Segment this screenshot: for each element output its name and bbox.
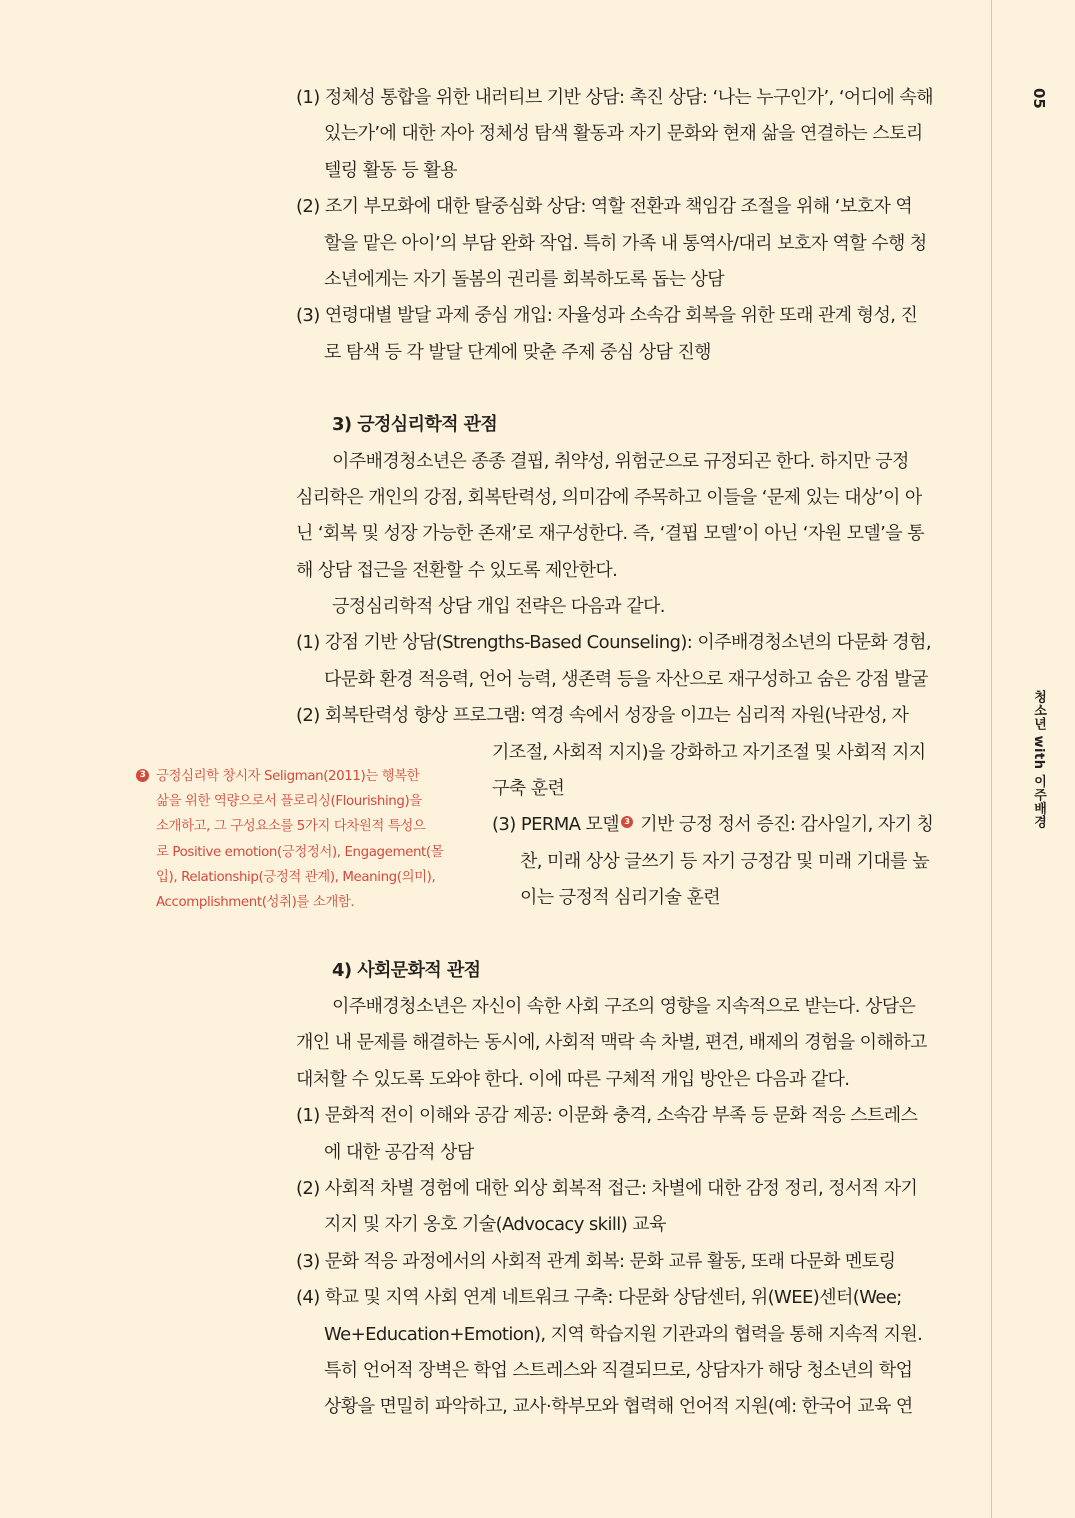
text-line: (1) 정체성 통합을 위한 내러티브 기반 상담: 촉진 상담: ‘나는 누구인가’, ‘어디에 속해 <box>296 87 933 108</box>
text-line: 로 탐색 등 각 발달 단계에 맞춘 주제 중심 상담 진행 <box>324 341 711 363</box>
text-line: 찬, 미래 상상 글쓰기 등 자기 긍정감 및 미래 기대를 높 <box>520 850 929 872</box>
text-line: 다문화 환경 적응력, 언어 능력, 생존력 등을 자산으로 재구성하고 숨은 강점 발굴 <box>324 668 928 690</box>
text-line: 있는가’에 대한 자아 정체성 탐색 활동과 자기 문화와 현재 삶을 연결하는 스토리 <box>324 123 923 145</box>
text-line: 기조절, 사회적 지지)을 강화하고 자기조절 및 사회적 지지 <box>492 741 926 763</box>
text-line: 지지 및 자기 옹호 기술(Advocacy skill) 교육 <box>324 1214 666 1236</box>
text-line <box>492 807 940 843</box>
list-item-text: 기반 긍정 정서 증진: 감사일기, 자기 칭 <box>635 814 934 836</box>
text-line: 이는 긍정적 심리기술 훈련 <box>520 887 721 909</box>
text-line: 에 대한 공감적 상담 <box>324 1141 474 1163</box>
footnote-line: 삶을 위한 역량으로서 플로리싱(Flourishing)을 <box>156 794 422 810</box>
text-line: 개인 내 문제를 해결하는 동시에, 사회적 맥락 속 차별, 편견, 배제의 경험을 이해하고 <box>296 1032 927 1054</box>
footnote-line: Accomplishment(성취)를 소개함. <box>156 895 355 911</box>
list-item <box>296 80 940 189</box>
text-line: 이주배경청소년은 자신이 속한 사회 구조의 영향을 지속적으로 받는다. 상담은 <box>332 995 916 1017</box>
text-line: (2) 조기 부모화에 대한 탈중심화 상담: 역할 전환과 책임감 조절을 위해 ‘보호자 역 <box>296 196 913 218</box>
text-line: (2) 회복탄력성 향상 프로그램: 역경 속에서 성장을 이끄는 심리적 자원(낙관성, 자 <box>296 705 909 727</box>
text-line: 특히 언어적 장벽은 학업 스트레스와 직결되므로, 상담자가 해당 청소년의 학업 <box>324 1359 913 1381</box>
text-line: (4) 학교 및 지역 사회 연계 네트워크 구축: 다문화 상담센터, 위(WEE)센터(Wee; <box>296 1287 902 1309</box>
list-item <box>296 1171 940 1244</box>
list-item <box>296 298 940 371</box>
list-item <box>296 189 940 298</box>
text-line: 구축 훈련 <box>492 778 565 800</box>
text-line: (1) 문화적 전이 이해와 공감 제공: 이문화 충격, 소속감 부족 등 문화 적응 스트레스 <box>296 1105 918 1127</box>
section-heading: 4) 사회문화적 관점 <box>332 959 481 981</box>
main-text <box>296 80 940 1426</box>
page-number: 05 <box>1030 88 1048 109</box>
text-line: 닌 ‘회복 및 성장 가능한 존재’로 재구성한다. 즉, ‘결핍 모델’이 아닌 ‘자원 모델’을 통 <box>296 523 924 545</box>
list-item-text: (3) PERMA 모델 <box>492 814 620 836</box>
text-line: (2) 사회적 차별 경험에 대한 외상 회복적 접근: 차별에 대한 감정 정리, 정서적 자기 <box>296 1177 918 1199</box>
text-line: 상황을 면밀히 파악하고, 교사·학부모와 협력해 언어적 지원(예: 한국어 교육 연 <box>324 1396 913 1418</box>
footnote-number-badge: 3 <box>136 769 149 782</box>
text-line: 해 상담 접근을 전환할 수 있도록 제안한다. <box>296 559 618 581</box>
footnote-line: 로 Positive emotion(긍정정서), Engagement(몰 <box>156 844 444 860</box>
text-line: We+Education+Emotion), 지역 학습지원 기관과의 협력을 통해 지속적 지원. <box>324 1323 923 1345</box>
text-line: (3) 연령대별 발달 과제 중심 개입: 자율성과 소속감 회복을 위한 또래 관계 형성, 진 <box>296 305 918 327</box>
footnote-line: 입), Relationship(긍정적 관계), Meaning(의미), <box>156 869 436 885</box>
text-line: 대처할 수 있도록 도와야 한다. 이에 따른 구체적 개입 방안은 다음과 같다. <box>296 1068 850 1090</box>
margin-rule <box>991 0 992 1518</box>
list-item <box>296 1098 940 1171</box>
list-item <box>296 1244 940 1280</box>
text-line: (3) 문화 적응 과정에서의 사회적 관계 회복: 문화 교류 활동, 또래 다문화 멘토링 <box>296 1250 896 1272</box>
text-line: (1) 강점 기반 상담(Strengths-Based Counseling): 이주배경청소년의 다문화 경험, <box>296 632 931 654</box>
footnote-line: 소개하고, 그 구성요소를 5가지 다차원적 특성으 <box>156 819 426 835</box>
footnote-line: 긍정심리학 창시자 Seligman(2011)는 행복한 <box>156 769 420 784</box>
text-line: 소년에게는 자기 돌봄의 권리를 회복하도록 돕는 상담 <box>324 268 725 290</box>
text-line: 할을 맡은 아이’의 부담 완화 작업. 특히 가족 내 통역사/대리 보호자 역할 수행 청 <box>324 232 927 254</box>
text-line: 이주배경청소년은 종종 결핍, 취약성, 위험군으로 규정되곤 한다. 하지만 긍정 <box>332 450 909 472</box>
footnote <box>136 764 466 915</box>
running-title: 청소년 with 이주배경 <box>1031 690 1046 829</box>
section-heading: 3) 긍정심리학적 관점 <box>332 414 498 436</box>
list-item <box>296 1280 940 1426</box>
text-line: 텔링 활동 등 활용 <box>324 159 457 181</box>
text-line: 긍정심리학적 상담 개입 전략은 다음과 같다. <box>332 596 665 618</box>
list-item <box>296 625 940 698</box>
text-line: 심리학은 개인의 강점, 회복탄력성, 의미감에 주목하고 이들을 ‘문제 있는 대상’이 아 <box>296 486 922 508</box>
footnote-marker: 3 <box>621 816 633 828</box>
